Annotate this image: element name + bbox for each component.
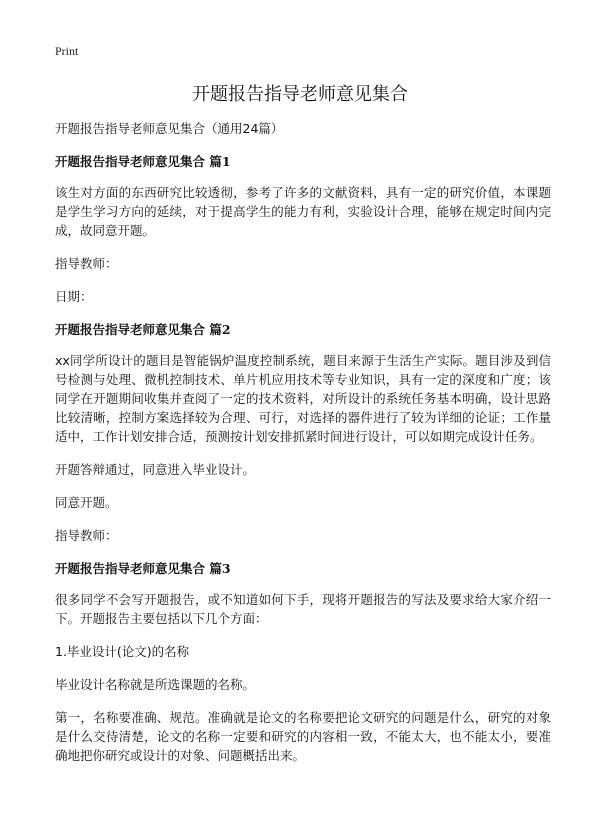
section-heading-2: 开题报告指导老师意见集合 篇2 [55,322,231,337]
intro-text: 开题报告指导老师意见集合（通用24篇） [55,121,284,136]
section-2-paragraph-3: 同意开题。 [55,495,118,510]
section-1-date-label: 日期： [55,289,93,304]
section-3-paragraph-4: 第一，名称要准确、规范。准确就是论文的名称要把论文研究的问题是什么，研究的对象是什么交待清楚，论文的名称一定要和研究的内容相一致，不能太大，也不能太小，要准确地把你研究或设计的对象、问题概括出来。 [55,710,551,763]
section-2-paragraph-2: 开题答辩通过，同意进入毕业设计。 [55,462,256,477]
section-1-paragraph-1: 该生对方面的东西研究比较透彻，参考了许多的文献资料，具有一定的研究价值，本课题是学生学习方向的延续，对于提高学生的能力有利，实验设计合理，能够在规定时间内完成，故同意开题。 [55,185,551,238]
section-3-paragraph-3: 毕业设计名称就是所选课题的名称。 [55,677,256,692]
section-2-paragraph-1: xx同学所设计的题目是智能锅炉温度控制系统，题目来源于生活生产实际。题目涉及到信号检测与处理、微机控制技术、单片机应用技术等专业知识，具有一定的深度和广度；该同学在开题期间收集并查阅了一定的技术资料，对所设计的系统任务基本明确，设计思路比较清晰，控制方案选择较为合理、可行，对选择的器件进行了较为详细的论证；工作量适中，工作计划安排合适，预测按计划安排抓紧时间进行设计，可以如期完成设计任务。 [55,353,551,444]
section-3-paragraph-1: 很多同学不会写开题报告，或不知道如何下手，现将开题报告的写法及要求给大家介绍一下。开题报告主要包括以下几个方面： [55,592,551,626]
section-3-paragraph-2: 1.毕业设计(论文)的名称 [55,644,190,659]
document-body [55,119,551,779]
page-title: 开题报告指导老师意见集合 [192,84,408,105]
section-heading-1: 开题报告指导老师意见集合 篇1 [55,154,231,169]
section-1-signature-label: 指导教师： [55,256,118,271]
print-link[interactable]: Print [55,44,79,58]
section-2-signature-label: 指导教师： [55,528,118,543]
section-heading-3: 开题报告指导老师意见集合 篇3 [55,561,231,576]
